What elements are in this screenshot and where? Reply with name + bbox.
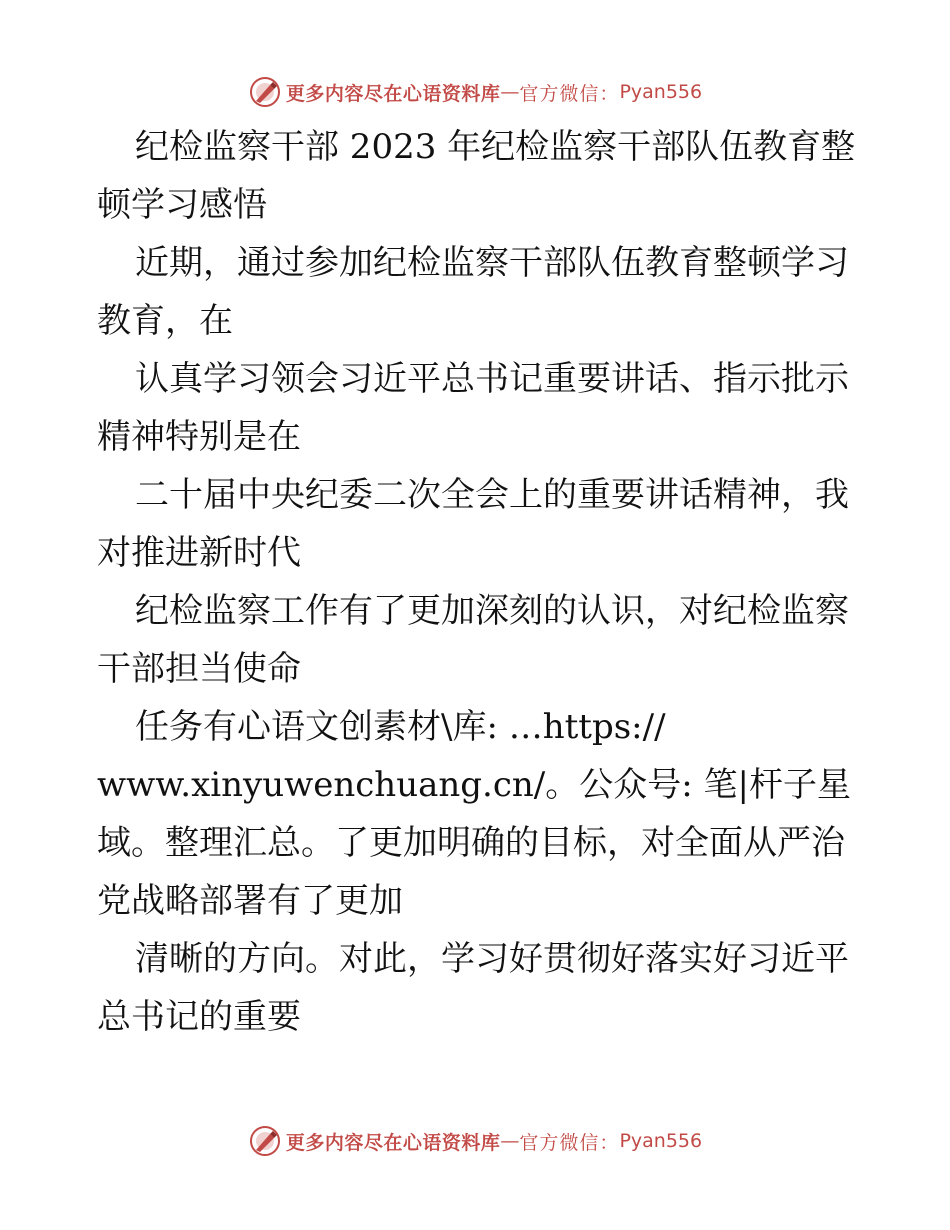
paragraph-line: 精神特别是在 xyxy=(97,417,301,457)
watermark-site-text: 更多内容尽在心语资料库 xyxy=(285,1131,501,1154)
watermark-dash: — xyxy=(500,81,520,103)
document-body xyxy=(97,118,857,1046)
paragraph-line: 干部担当使命 xyxy=(97,649,301,689)
watermark-official-label: 官方微信： xyxy=(519,82,620,105)
paragraph-line: 党战略部署有了更加 xyxy=(97,881,403,921)
pen-logo-icon xyxy=(248,1124,282,1158)
watermark-wechat-id: Pyan556 xyxy=(619,1130,703,1152)
watermark-wechat-id: Pyan556 xyxy=(619,81,703,103)
title-line-1: 纪检监察干部 2023 年纪检监察干部队伍教育整 xyxy=(135,127,856,167)
paragraph-line: www.xinyuwenchuang.cn/。公众号: 笔|杆子星 xyxy=(97,765,851,805)
paragraph-line: 清晰的方向。对此，学习好贯彻好落实好习近平 xyxy=(135,939,849,979)
header-watermark xyxy=(0,72,950,112)
pen-logo-icon xyxy=(248,75,282,109)
watermark-site-text: 更多内容尽在心语资料库 xyxy=(285,82,501,105)
paragraph-line: 域。整理汇总。了更加明确的目标，对全面从严治 xyxy=(97,823,845,863)
footer-watermark xyxy=(0,1121,950,1161)
paragraph-line: 二十届中央纪委二次全会上的重要讲话精神，我 xyxy=(135,475,849,515)
paragraph-line: 教育，在 xyxy=(97,301,233,341)
watermark-official-label: 官方微信： xyxy=(519,1131,620,1154)
paragraph-line: 纪检监察工作有了更加深刻的认识，对纪检监察 xyxy=(135,591,849,631)
paragraph-line: 任务有心语文创素材\库: …https:// xyxy=(135,707,666,747)
paragraph-line: 总书记的重要 xyxy=(97,997,301,1037)
watermark-dash: — xyxy=(500,1130,520,1152)
paragraph-line: 认真学习领会习近平总书记重要讲话、指示批示 xyxy=(135,359,849,399)
paragraph-line: 对推进新时代 xyxy=(97,533,301,573)
title-line-2: 顿学习感悟 xyxy=(97,185,267,225)
paragraph-line: 近期，通过参加纪检监察干部队伍教育整顿学习 xyxy=(135,243,849,283)
